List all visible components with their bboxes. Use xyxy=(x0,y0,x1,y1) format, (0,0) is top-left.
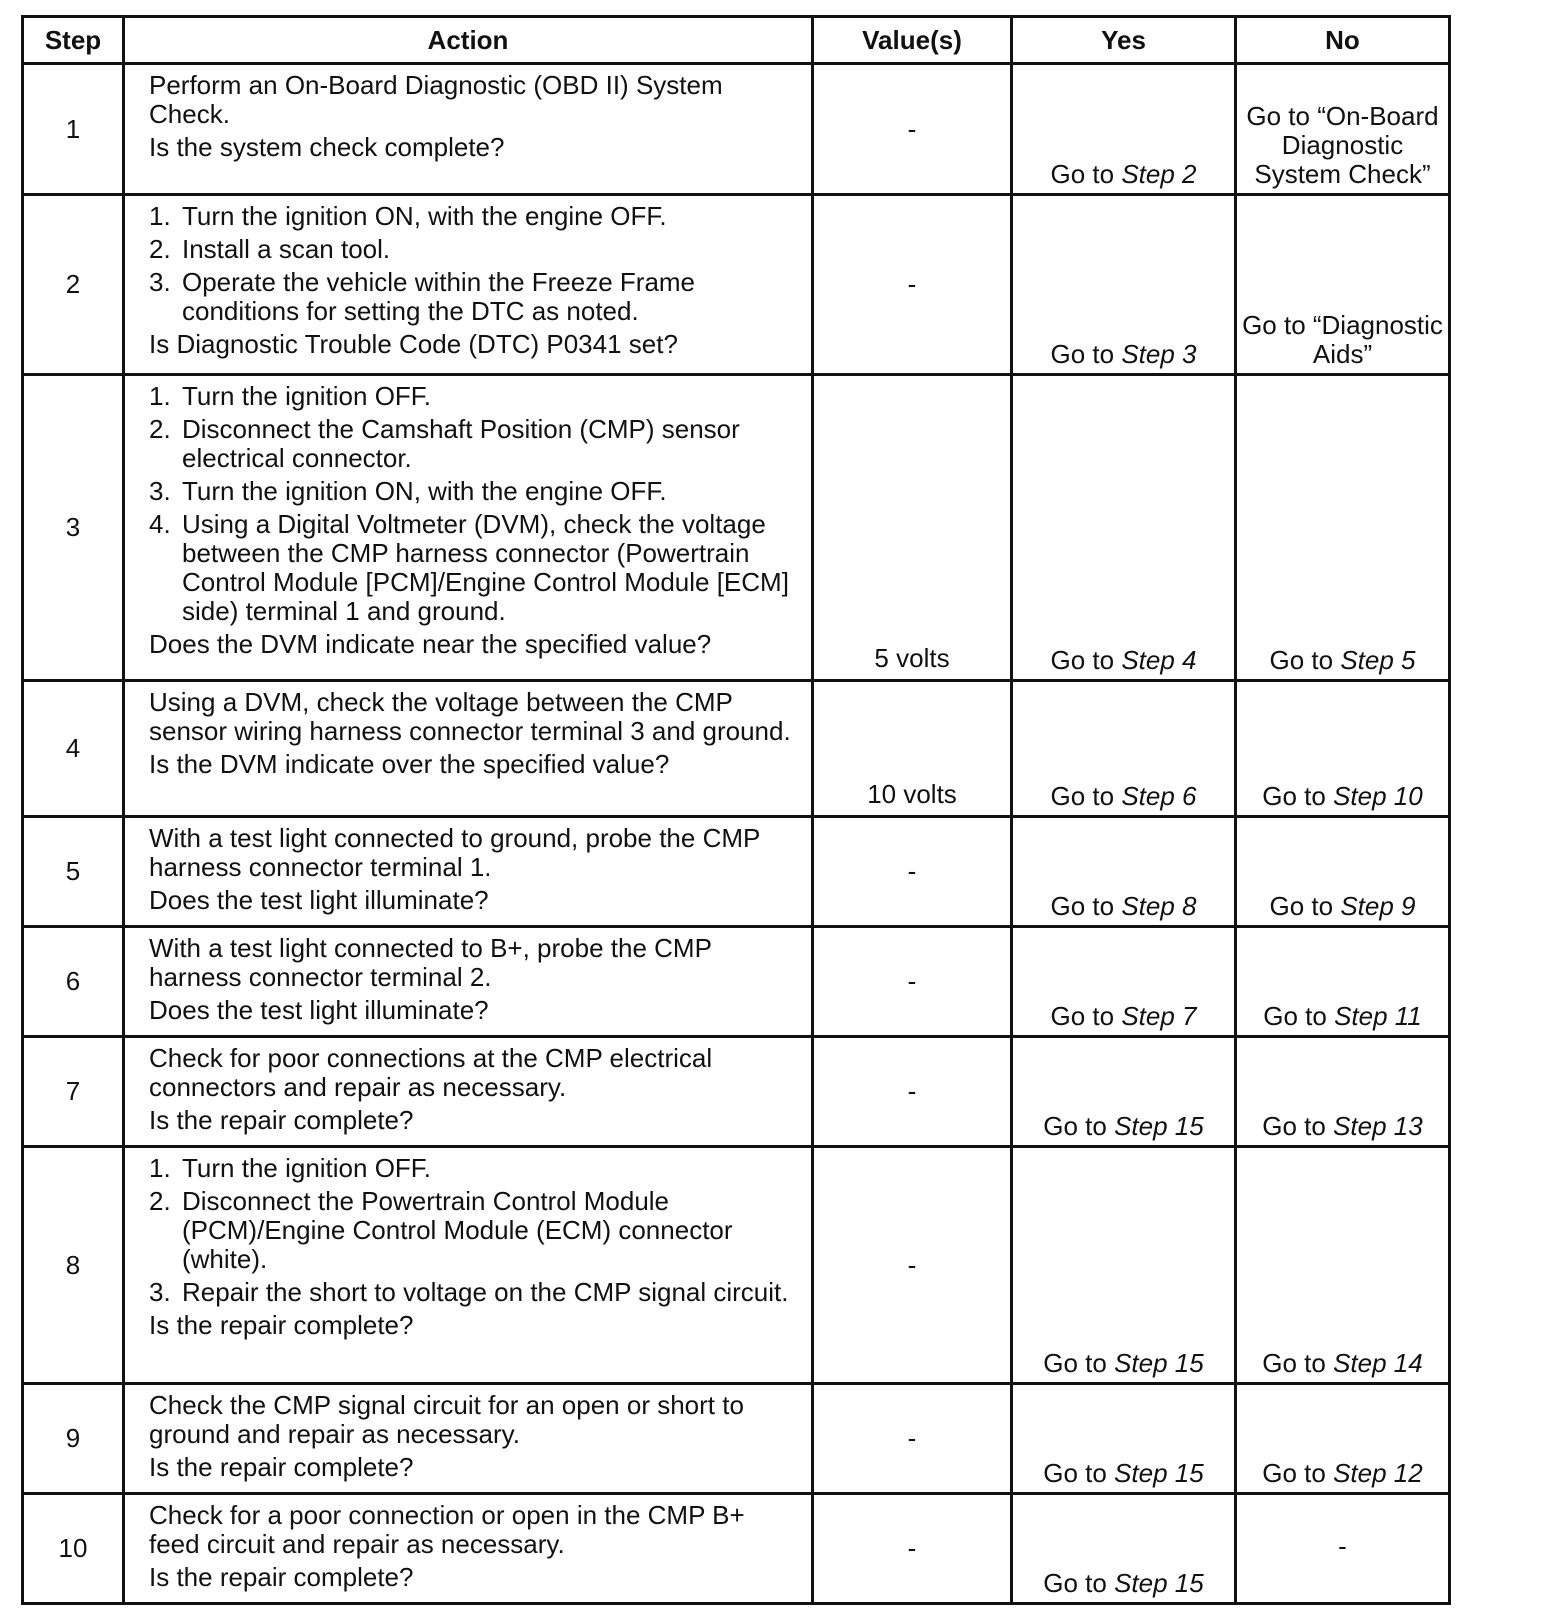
step-number: 7 xyxy=(23,1037,124,1147)
goto-text: Go to “Diagnostic Aids” xyxy=(1242,310,1443,369)
value-cell: - xyxy=(813,1037,1012,1147)
table-row xyxy=(23,1384,1450,1494)
goto-prefix: Go to xyxy=(1262,1458,1326,1488)
table-row xyxy=(23,1494,1450,1604)
goto-text: - xyxy=(1338,1531,1347,1561)
goto-prefix: Go to xyxy=(1262,1111,1326,1141)
goto-prefix: Go to xyxy=(1263,1001,1327,1031)
action-question: Is the repair complete? xyxy=(149,1452,414,1482)
item-text: Turn the ignition ON, with the engine OFF. xyxy=(182,201,667,231)
item-text: Turn the ignition OFF. xyxy=(182,1153,432,1183)
action-text: With a test light connected to B+, probe the CMP harness connector terminal 2. xyxy=(149,933,712,992)
action-step-item xyxy=(149,1187,801,1274)
action-step-item xyxy=(149,382,801,411)
value-cell: - xyxy=(813,1147,1012,1384)
goto-step-link[interactable]: Step 3 xyxy=(1121,339,1197,369)
item-text: Install a scan tool. xyxy=(182,234,391,264)
action-text: Check for poor connections at the CMP electrical connectors and repair as necessary. xyxy=(149,1043,713,1102)
goto-step-link[interactable]: Step 11 xyxy=(1334,1001,1422,1031)
goto-prefix: Go to xyxy=(1050,339,1115,369)
action-step-item xyxy=(149,415,801,473)
yes-cell xyxy=(1012,927,1236,1037)
action-cell xyxy=(124,817,813,927)
action-question: Is the DVM indicate over the specified value? xyxy=(149,749,670,779)
action-text: Check for a poor connection or open in the CMP B+ feed circuit and repair as necessary. xyxy=(149,1500,745,1559)
header-yes: Yes xyxy=(1012,17,1236,64)
goto-prefix: Go to xyxy=(1043,1458,1107,1488)
table-row xyxy=(23,64,1450,195)
item-number: 4. xyxy=(149,509,171,539)
value-cell: - xyxy=(813,1494,1012,1604)
goto-step-link[interactable]: Step 13 xyxy=(1333,1111,1423,1141)
value-cell: - xyxy=(813,817,1012,927)
item-number: 3. xyxy=(149,267,171,297)
item-text: Operate the vehicle within the Freeze Frame conditions for setting the DTC as noted. xyxy=(182,267,696,326)
action-question: Is the repair complete? xyxy=(149,1310,414,1340)
goto-prefix: Go to xyxy=(1050,781,1115,811)
step-number: 2 xyxy=(23,195,124,375)
item-number: 3. xyxy=(149,476,171,506)
step-number: 4 xyxy=(23,681,124,817)
value-cell: 5 volts xyxy=(813,375,1012,681)
goto-prefix: Go to xyxy=(1043,1568,1107,1598)
no-cell xyxy=(1236,817,1450,927)
goto-step-link[interactable]: Step 2 xyxy=(1121,159,1197,189)
yes-cell xyxy=(1012,1037,1236,1147)
value-cell: - xyxy=(813,927,1012,1037)
no-cell xyxy=(1236,1147,1450,1384)
action-question: Does the DVM indicate near the specified value? xyxy=(149,629,712,659)
yes-cell xyxy=(1012,817,1236,927)
action-question: Is Diagnostic Trouble Code (DTC) P0341 set? xyxy=(149,329,678,359)
action-question: Is the system check complete? xyxy=(149,132,505,162)
table-row xyxy=(23,375,1450,681)
item-number: 1. xyxy=(149,201,171,231)
step-number: 6 xyxy=(23,927,124,1037)
action-question: Does the test light illuminate? xyxy=(149,995,489,1025)
goto-prefix: Go to xyxy=(1050,645,1115,675)
action-step-item xyxy=(149,1278,801,1307)
item-number: 2. xyxy=(149,1186,171,1216)
goto-prefix: Go to xyxy=(1269,891,1334,921)
yes-cell xyxy=(1012,1494,1236,1604)
goto-prefix: Go to xyxy=(1050,1001,1115,1031)
step-number: 9 xyxy=(23,1384,124,1494)
value-cell: - xyxy=(813,1384,1012,1494)
header-step: Step xyxy=(23,17,124,64)
item-text: Turn the ignition ON, with the engine OFF. xyxy=(182,476,667,506)
header-no: No xyxy=(1236,17,1450,64)
table-row xyxy=(23,681,1450,817)
action-text: Check the CMP signal circuit for an open or short to ground and repair as necessary. xyxy=(149,1390,744,1449)
goto-prefix: Go to xyxy=(1262,781,1326,811)
item-text: Using a Digital Voltmeter (DVM), check the voltage between the CMP harness connector (Powertrain Control Module [PCM]/Engine Control Module [ECM] side) terminal 1 and ground. xyxy=(182,509,789,626)
item-number: 1. xyxy=(149,1153,171,1183)
no-cell xyxy=(1236,1037,1450,1147)
table-row xyxy=(23,195,1450,375)
goto-text: Go to “On-Board Diagnostic System Check” xyxy=(1246,101,1439,189)
yes-cell xyxy=(1012,375,1236,681)
action-step-item xyxy=(149,268,801,326)
action-cell xyxy=(124,681,813,817)
action-step-item xyxy=(149,1154,801,1183)
header-action: Action xyxy=(124,17,813,64)
goto-step-link[interactable]: Step 7 xyxy=(1121,1001,1197,1031)
table-row xyxy=(23,927,1450,1037)
value-cell: 10 volts xyxy=(813,681,1012,817)
action-cell xyxy=(124,927,813,1037)
goto-step-link[interactable]: Step 5 xyxy=(1340,645,1416,675)
goto-prefix: Go to xyxy=(1043,1111,1107,1141)
goto-step-link[interactable]: Step 12 xyxy=(1333,1458,1423,1488)
value-cell: - xyxy=(813,64,1012,195)
action-question: Is the repair complete? xyxy=(149,1105,414,1135)
goto-step-link[interactable]: Step 4 xyxy=(1121,645,1197,675)
item-number: 1. xyxy=(149,381,171,411)
goto-prefix: Go to xyxy=(1043,1348,1107,1378)
action-step-item xyxy=(149,235,801,264)
action-cell xyxy=(124,195,813,375)
item-text: Disconnect the Powertrain Control Module (PCM)/Engine Control Module (ECM) connector (white). xyxy=(182,1186,733,1274)
goto-step-link[interactable]: Step 15 xyxy=(1114,1348,1204,1378)
item-text: Repair the short to voltage on the CMP signal circuit. xyxy=(182,1277,789,1307)
action-cell xyxy=(124,1037,813,1147)
no-cell xyxy=(1236,681,1450,817)
item-text: Turn the ignition OFF. xyxy=(182,381,432,411)
header-row xyxy=(23,17,1450,64)
item-number: 3. xyxy=(149,1277,171,1307)
action-cell xyxy=(124,375,813,681)
goto-step-link[interactable]: Step 6 xyxy=(1121,781,1197,811)
goto-step-link[interactable]: Step 15 xyxy=(1114,1568,1204,1598)
action-question: Does the test light illuminate? xyxy=(149,885,489,915)
goto-step-link[interactable]: Step 15 xyxy=(1114,1111,1204,1141)
no-cell xyxy=(1236,1494,1450,1604)
step-number: 8 xyxy=(23,1147,124,1384)
yes-cell xyxy=(1012,64,1236,195)
action-text: With a test light connected to ground, probe the CMP harness connector terminal 1. xyxy=(149,823,760,882)
goto-prefix: Go to xyxy=(1050,891,1115,921)
action-step-item xyxy=(149,477,801,506)
action-cell xyxy=(124,1147,813,1384)
item-number: 2. xyxy=(149,414,171,444)
step-number: 3 xyxy=(23,375,124,681)
action-cell xyxy=(124,64,813,195)
table-row xyxy=(23,817,1450,927)
goto-step-link[interactable]: Step 8 xyxy=(1121,891,1197,921)
action-cell xyxy=(124,1384,813,1494)
goto-prefix: Go to xyxy=(1262,1348,1326,1378)
no-cell xyxy=(1236,1384,1450,1494)
table-row xyxy=(23,1037,1450,1147)
action-cell xyxy=(124,1494,813,1604)
goto-step-link[interactable]: Step 10 xyxy=(1333,781,1423,811)
diagnostic-table xyxy=(21,15,1451,1605)
action-text: Using a DVM, check the voltage between the CMP sensor wiring harness connector terminal 3 and ground. xyxy=(149,687,791,746)
no-cell xyxy=(1236,927,1450,1037)
no-cell xyxy=(1236,375,1450,681)
goto-step-link[interactable]: Step 9 xyxy=(1340,891,1416,921)
value-cell: - xyxy=(813,195,1012,375)
action-step-item xyxy=(149,510,801,626)
header-values: Value(s) xyxy=(813,17,1012,64)
action-question: Is the repair complete? xyxy=(149,1562,414,1592)
yes-cell xyxy=(1012,195,1236,375)
step-number: 10 xyxy=(23,1494,124,1604)
item-text: Disconnect the Camshaft Position (CMP) sensor electrical connector. xyxy=(182,414,740,473)
action-step-item xyxy=(149,202,801,231)
goto-prefix: Go to xyxy=(1050,159,1115,189)
step-number: 1 xyxy=(23,64,124,195)
step-number: 5 xyxy=(23,817,124,927)
goto-step-link[interactable]: Step 14 xyxy=(1333,1348,1423,1378)
goto-prefix: Go to xyxy=(1269,645,1334,675)
table-row xyxy=(23,1147,1450,1384)
yes-cell xyxy=(1012,681,1236,817)
goto-step-link[interactable]: Step 15 xyxy=(1114,1458,1204,1488)
no-cell xyxy=(1236,64,1450,195)
action-text: Perform an On-Board Diagnostic (OBD II) System Check. xyxy=(149,70,723,129)
item-number: 2. xyxy=(149,234,171,264)
yes-cell xyxy=(1012,1384,1236,1494)
yes-cell xyxy=(1012,1147,1236,1384)
no-cell xyxy=(1236,195,1450,375)
